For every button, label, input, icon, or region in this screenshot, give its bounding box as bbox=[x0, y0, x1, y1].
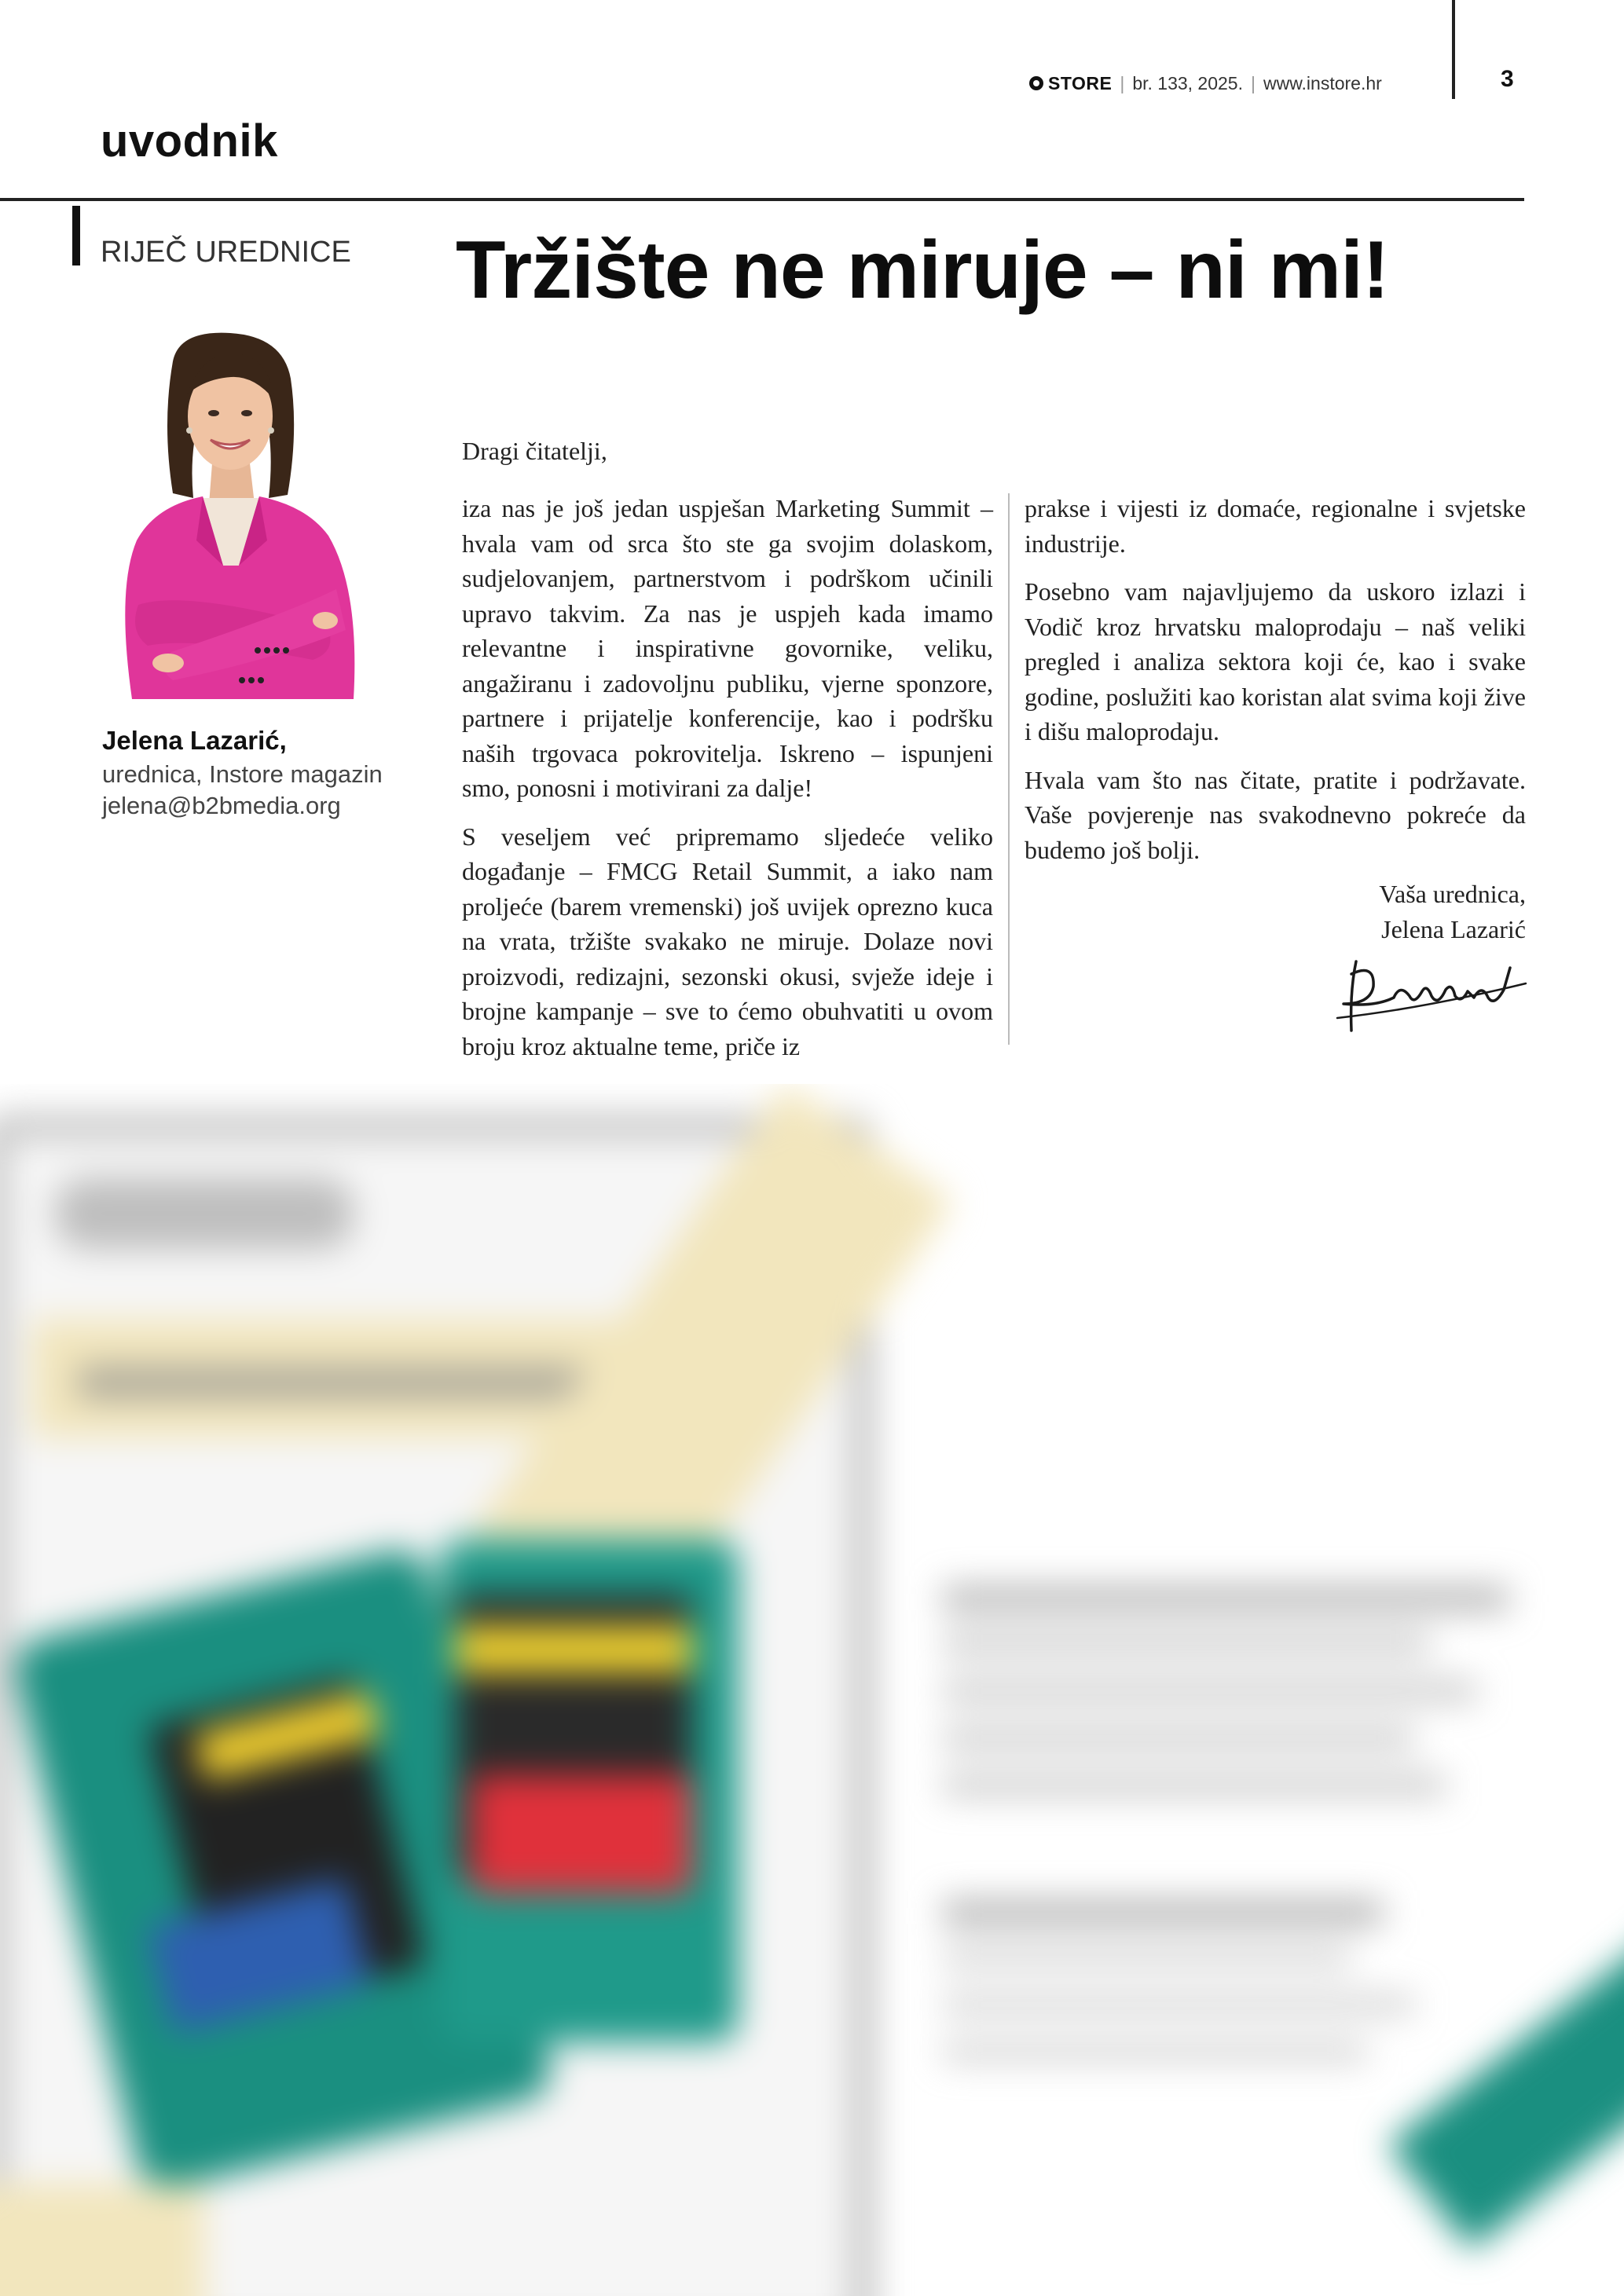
separator: | bbox=[1251, 72, 1256, 93]
article-paragraph: S veseljem već pripremamo sljedeće veliko događanje – FMCG Retail Summit, a iako nam proljeće (barem vremenski) još uvijek oprezno kuca na vrata, tržište svakako ne miruje. Dolaze novi proizvodi, redizajni, sezonski okusi, svježe ideje i brojne kampanje – sve to ćemo obuhvatiti u ovom broju kroz aktualne teme, priče iz bbox=[462, 822, 993, 1060]
header-meta bbox=[1029, 68, 1406, 99]
author-portrait bbox=[101, 330, 376, 715]
article-paragraph: Hvala vam što nas čitate, pratite i podržavate. Vaše povjerenje nas svakodnevno pokreće da budemo još bolji. bbox=[1025, 765, 1526, 864]
article-paragraph: Posebno vam najavljujemo da uskoro izlazi i Vodič kroz hrvatsku maloprodaju – naš veliki pregled i analiza sektora koji će, kao i svake godine, poslužiti kao koristan alat svima koji žive i dišu maloprodaju. bbox=[1025, 577, 1526, 745]
article-greeting: Dragi čitatelji, bbox=[462, 437, 607, 465]
brand-logo bbox=[1029, 73, 1112, 94]
handwritten-signature bbox=[1328, 952, 1532, 1040]
separator: | bbox=[1120, 72, 1125, 93]
headline: Tržište ne miruje – ni mi! bbox=[456, 225, 1389, 316]
brand-name: STORE bbox=[1048, 72, 1113, 93]
author-role: urednica, Instore magazin bbox=[102, 760, 383, 788]
blurred-advertisement bbox=[0, 1084, 1624, 2296]
kicker: RIJEČ UREDNICE bbox=[101, 236, 351, 269]
website-link[interactable]: www.instore.hr bbox=[1263, 72, 1382, 93]
signoff bbox=[1210, 877, 1526, 947]
brand-icon bbox=[1029, 76, 1043, 90]
article-column-1 bbox=[462, 491, 993, 1077]
header-divider bbox=[1452, 0, 1455, 99]
page-number: 3 bbox=[1501, 66, 1514, 92]
header-rule bbox=[0, 198, 1524, 201]
article-paragraph: prakse i vijesti iz domaće, regionalne i svjetske industrije. bbox=[1025, 494, 1526, 558]
signoff-line: Vaša urednica, bbox=[1379, 880, 1526, 908]
author-email[interactable]: jelena@b2bmedia.org bbox=[102, 792, 341, 819]
article-paragraph: iza nas je još jedan uspješan Marketing Summit – hvala vam od srca što ste ga svojim dolaskom, sudjelovanjem, partnerstvom i podrškom učinili upravo takvim. Za nas je uspjeh kada imamo relevantne i inspirativne govornike, veliku, angažiranu i zadovoljnu publiku, vjerne sponzore, partnere i prijatelje konferencije, kao i podršku naših trgovaca pokrovitelja. Iskreno – ispunjeni smo, ponosni i motivirani za dalje! bbox=[462, 494, 993, 802]
signoff-name: Jelena Lazarić bbox=[1381, 914, 1526, 943]
section-title: uvodnik bbox=[101, 115, 278, 167]
kicker-bar bbox=[72, 206, 80, 265]
author-name: Jelena Lazarić, bbox=[102, 726, 287, 755]
issue-number: br. 133, 2025. bbox=[1132, 72, 1243, 93]
article-column-2 bbox=[1025, 491, 1526, 881]
column-divider bbox=[1008, 493, 1010, 1045]
